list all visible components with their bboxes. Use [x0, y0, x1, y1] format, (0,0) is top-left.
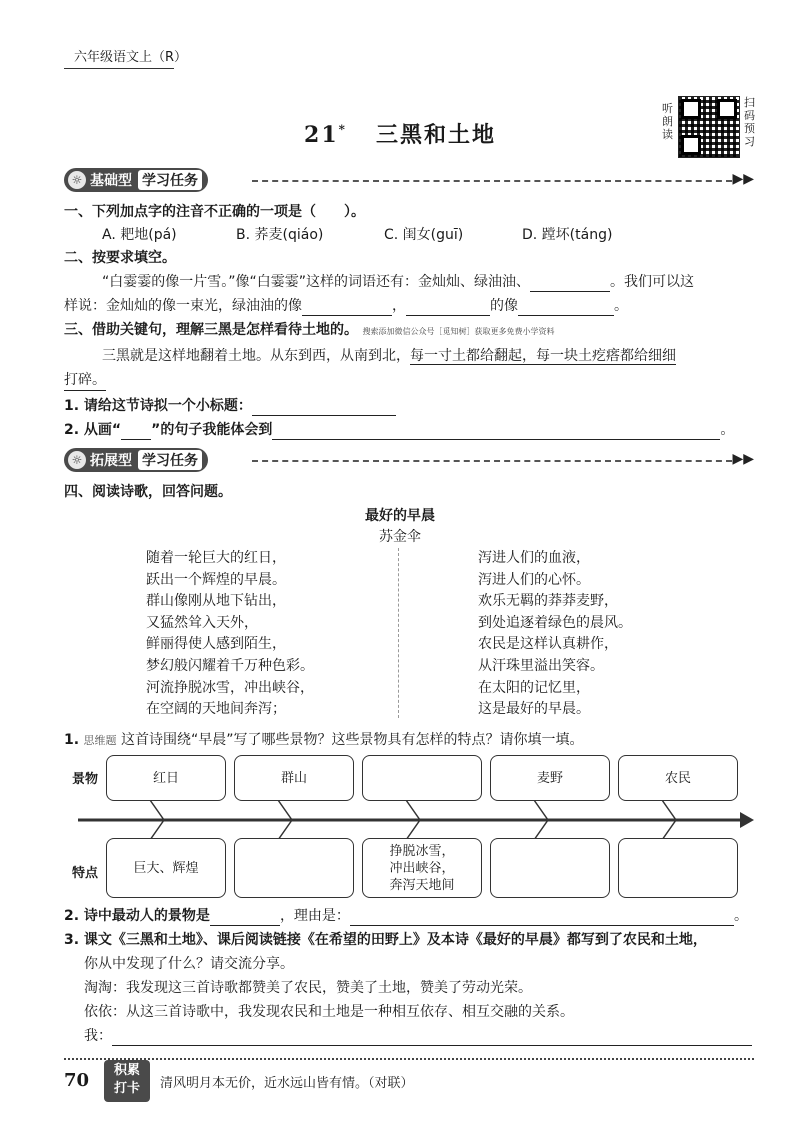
- qr-left-label: [662, 102, 676, 141]
- question-1-stem: 一、下列加点字的注音不正确的一项是（ ）。: [64, 204, 365, 220]
- poem-line: 欢乐无羁的莽莽麦野，: [478, 593, 618, 610]
- poem-line: 这是最好的早晨。: [478, 701, 590, 718]
- section-divider: [252, 460, 732, 462]
- poem-line: 梦幻般闪耀着千万种色彩。: [146, 657, 314, 674]
- poem-line: 农民是这样认真耕作，: [478, 636, 618, 653]
- question-4-stem: 四、阅读诗歌，回答问题。: [64, 484, 232, 500]
- qr-code-icon[interactable]: [678, 96, 740, 158]
- qr-corner: [717, 99, 737, 119]
- q3-sub2-text: ”的句子我能体会到: [151, 422, 273, 438]
- answer-blank[interactable]: [518, 299, 614, 316]
- p2-text: 。: [733, 908, 748, 924]
- scenery-box[interactable]: 红日: [106, 755, 226, 801]
- poem-line: 在太阳的记忆里，: [478, 679, 590, 696]
- poem-title: 最好的早晨: [365, 508, 435, 524]
- q2-text: 的像: [490, 298, 518, 314]
- lightbulb-icon: ☼: [68, 451, 86, 469]
- q2-text: 。我们可以这: [610, 274, 695, 290]
- p3-me-label: 我：: [84, 1028, 112, 1044]
- poem-line: 跃出一个辉煌的早晨。: [146, 571, 286, 588]
- answer-blank[interactable]: [406, 299, 490, 316]
- section-divider: [252, 180, 732, 182]
- q3-sub1-text: 1. 请给这节诗拟一个小标题：: [64, 398, 252, 414]
- answer-blank[interactable]: [302, 299, 392, 316]
- lesson-number: 21: [304, 122, 339, 148]
- trait-box[interactable]: 巨大、辉煌: [106, 838, 226, 898]
- qr-right-char: 码: [744, 109, 755, 122]
- option-d[interactable]: D. 蹚坏(táng): [522, 227, 613, 243]
- page-number: 70: [64, 1070, 90, 1091]
- scenery-box[interactable]: [362, 755, 482, 801]
- qr-left-char: 听: [662, 102, 673, 115]
- qr-corner: [681, 99, 701, 119]
- passage-text: 三黑就是这样地翻着土地。从东到西，从南到北，: [102, 348, 410, 364]
- q3-sub2-text: 2. 从画“: [64, 422, 122, 438]
- p2-text: ，理由是：: [279, 908, 350, 924]
- double-arrow-icon: ▶▶: [732, 451, 754, 467]
- section-badge: [64, 448, 208, 472]
- q3-note: 搜索添加微信公众号［觅知树］获取更多免费小学资料: [362, 327, 555, 336]
- scenery-label: 景物: [72, 772, 99, 787]
- scenery-box[interactable]: 农民: [618, 755, 738, 801]
- q3-sub2: [64, 420, 734, 440]
- trait-box[interactable]: [234, 838, 354, 898]
- question-3-stem: [64, 320, 554, 342]
- qr-right-label: [744, 96, 758, 148]
- poem-line: 河流挣脱冰雪，冲出峡谷，: [146, 679, 314, 696]
- section-label-a: 拓展型: [90, 453, 132, 469]
- accumulate-card-badge: [104, 1060, 150, 1102]
- header-divider: [64, 68, 174, 69]
- poem-line: 泻进人们的血液，: [478, 550, 590, 566]
- yiyi-answer: 依依：从这三首诗歌中，我发现农民和土地是一种相互依存、相互交融的关系。: [84, 1004, 574, 1020]
- qr-corner: [681, 135, 701, 155]
- answer-blank[interactable]: [210, 909, 280, 926]
- poem-line: 泻进人们的心怀。: [478, 571, 590, 588]
- poem-question-2: [64, 906, 748, 926]
- trait-box[interactable]: 挣脱冰雪， 冲出峡谷， 奔泻天地间: [362, 838, 482, 898]
- poem-left-column: [146, 548, 314, 721]
- card-line: 打卡: [113, 1081, 140, 1096]
- qr-left-char: 朗: [662, 115, 673, 128]
- q3-passage-line2: 打碎。: [64, 370, 106, 391]
- q3-sub1: [64, 396, 396, 416]
- card-line: 积累: [113, 1063, 140, 1078]
- answer-blank[interactable]: [272, 423, 720, 440]
- poem-line: 到处追逐着绿色的晨风。: [478, 614, 632, 631]
- poem-line: 鲜丽得使人感到陌生，: [146, 636, 286, 653]
- qr-right-char: 习: [744, 135, 755, 148]
- trait-box[interactable]: [490, 838, 610, 898]
- section-label-b: 学习任务: [138, 450, 202, 470]
- footer-quote: 清风明月本无价，近水远山皆有情。（对联）: [160, 1076, 414, 1091]
- qr-right-char: 预: [744, 122, 755, 135]
- question-2-stem: 二、按要求填空。: [64, 250, 176, 266]
- question-2-line2: [64, 296, 628, 316]
- poem-line: 群山像刚从地下钻出，: [146, 593, 286, 610]
- poem-question-3-line2: 你从中发现了什么？请交流分享。: [84, 956, 294, 972]
- qr-right-char: 扫: [744, 96, 755, 109]
- passage-key-sentence: 每一寸土都给翻起，每一块土疙瘩都给细细: [410, 348, 676, 364]
- q2-text: “白霎霎的像一片雪。”像“白霎霎”这样的词语还有：金灿灿、绿油油、: [102, 274, 531, 290]
- q2-text: ，: [392, 298, 406, 314]
- option-c[interactable]: C. 闺女(guī): [384, 227, 464, 243]
- section-badge: [64, 168, 208, 192]
- trait-label: 特点: [72, 866, 99, 881]
- underline-mark: [121, 423, 151, 440]
- book-title: 六年级语文上（R）: [74, 50, 188, 65]
- qr-left-char: 读: [662, 128, 673, 141]
- answer-blank[interactable]: [530, 275, 610, 292]
- scenery-box[interactable]: 群山: [234, 755, 354, 801]
- q3-passage-line1: [102, 346, 676, 366]
- p2-text: 2. 诗中最动人的景物是: [64, 908, 210, 924]
- double-arrow-icon: ▶▶: [732, 171, 754, 187]
- answer-blank[interactable]: [112, 1029, 752, 1046]
- trait-box[interactable]: [618, 838, 738, 898]
- section-label-b: 学习任务: [138, 170, 202, 190]
- scenery-box[interactable]: 麦野: [490, 755, 610, 801]
- poem-author: 苏金伞: [379, 529, 421, 545]
- answer-blank[interactable]: [252, 399, 396, 416]
- poem-line: 在空阔的天地间奔泻；: [146, 701, 286, 718]
- p3-text: 3. 课文《三黑和土地》、课后阅读链接《在希望的田野上》及本诗《最好的早晨》都写到了农民和土地，: [64, 932, 707, 948]
- lesson-name: 三黑和土地: [375, 122, 496, 148]
- p1-tag: 思维题: [83, 734, 117, 747]
- poem-question-1: [64, 730, 583, 751]
- section-extended: [64, 448, 754, 474]
- lightbulb-icon: ☼: [68, 171, 86, 189]
- section-basic: [64, 168, 754, 194]
- q2-text: 样说：金灿灿的像一束光，绿油油的像: [64, 298, 302, 314]
- q3-stem-text: 三、借助关键句，理解三黑是怎样看待土地的。: [64, 322, 358, 338]
- option-a[interactable]: A. 耙地(pá): [102, 227, 177, 243]
- q2-text: 。: [614, 298, 628, 314]
- my-answer: [84, 1026, 752, 1046]
- question-2-line1: [102, 272, 694, 292]
- poem-line: 随着一轮巨大的红日，: [146, 550, 286, 566]
- lesson-star: *: [338, 122, 347, 137]
- footer-divider: [64, 1058, 754, 1060]
- section-label-a: 基础型: [90, 173, 132, 189]
- option-b[interactable]: B. 荞麦(qiáo): [236, 227, 324, 243]
- poem-divider: [398, 548, 399, 718]
- poem-right-column: [478, 548, 632, 721]
- q3-sub2-text: 。: [720, 422, 735, 438]
- p1-number: 1.: [64, 732, 80, 748]
- arrow-head: [740, 812, 754, 828]
- answer-blank[interactable]: [350, 909, 734, 926]
- poem-question-3-line1: [64, 930, 707, 950]
- diagram-lines: [78, 800, 754, 840]
- taotao-answer: 淘淘：我发现这三首诗歌都赞美了农民，赞美了土地，赞美了劳动光荣。: [84, 980, 532, 996]
- p1-text: 这首诗围绕“早晨”写了哪些景物？这些景物具有怎样的特点？请你填一填。: [120, 732, 584, 748]
- poem-line: 又猛然耸入天外，: [146, 614, 258, 631]
- poem-line: 从汗珠里溢出笑容。: [478, 657, 604, 674]
